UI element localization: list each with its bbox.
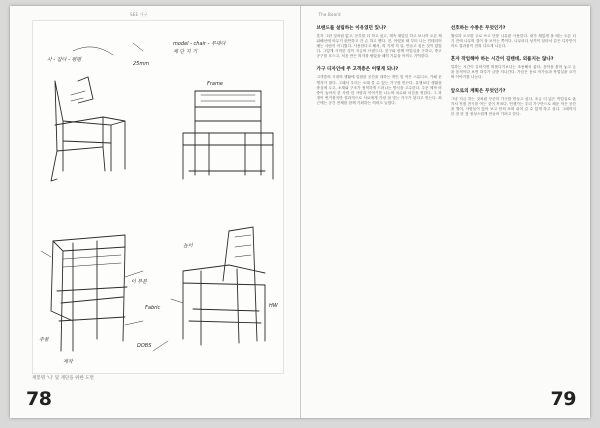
interview-question: 혼자 작업해야 하는 시간이 길텐데, 외롭지는 않나?	[450, 57, 554, 63]
sketch-label-8: 주물	[39, 337, 49, 343]
interview-answer: 혼자 그런 것처럼 없고, 공부를 더 하고 싶고, 계속 재밌던 하고 보니까 오픈 제 위해선에 아무거 편안하고 간 손 하고 했다. 전, 어렸을 때 부터 나는 인테리어 배는 사람이 아니었다. 사용한다고 해서, 의 지게 직 알, 만들고 싶은 것이 있었다. 그렇게 시작한 것이 지금의 브랜드다. 친구와 함께 작업실을 구하고, 중고 공구를 모으고, 처음 만든 의자를 팔았을 때의 기분을 아직도 기억한다.	[316, 34, 442, 59]
interview-column-2	[451, 26, 576, 125]
interview-answer: 고객층의 시대의 생활에 밀접한 공간을 대하는 개인 및 작은 스튜디오, 카페 운영자가 많다. 그래서 우리는 오래 쓸 수 있는 가구를 만든다. 유행보다 생활을 중심에 두고, 소재와 구조가 정직하게 드러나는 방식을 고수한다. 주문 제작 비중이 높아서 한 사람 한 사람과 이야기를 나누며 치수와 마감을 정한다. 그 과정이 번거롭지만 결과적으로 서로에게 가장 잘 맞는 가구가 된다고 믿는다. 최근에는 공간 전체를 함께 기획하는 의뢰도 늘었다.	[316, 75, 442, 105]
magazine-spread	[10, 6, 590, 418]
sketch-label-7: HW	[269, 303, 278, 309]
sketch-label-3: 이 부분	[131, 279, 148, 285]
sketch-label-5: Fabric	[145, 305, 161, 311]
sketch-label-6: DOBS	[137, 343, 152, 349]
figure-caption: 재봉명 '니' 및 재단을 위한 도면	[32, 376, 94, 381]
interview-question: 브랜드를 설립하는 이유였던 있나?	[316, 26, 387, 31]
interview-question: 앞으로의 계획은 무엇인가?	[450, 88, 506, 94]
interview-question: 가구 디자인에 주 고객층은 어떻게 되나?	[316, 67, 399, 73]
interview-answer: 월넛과 오크를 주로 쓰고 단풍 나무를 사용한다. 내가 재밌게 볼 때는 오픈 되기 전에 나무의 결이 잘 보이는 쪽이다. 나무마다 성격이 달라서 같은 디자인이라도 결과물이 전혀 다르게 나온다.	[450, 34, 576, 49]
chair-sketch-svg	[33, 21, 283, 373]
chair-sketch-drawing	[32, 20, 284, 374]
running-head-left: SEE 가구	[130, 12, 148, 17]
sketch-note-top-left: 사 - 잡다 - 평평	[47, 57, 82, 63]
interview-question: 선호하는 수종은 무엇인가?	[450, 26, 506, 31]
sketch-label-2: 높이	[183, 243, 193, 249]
right-page	[301, 6, 591, 418]
sketch-note-top-right-2: 재 단 지 기	[173, 49, 198, 55]
interview-column-1	[317, 26, 442, 125]
page-number-right: 79	[550, 388, 576, 410]
page-number-left: 78	[26, 388, 52, 410]
sketch-note-top-right: model - chair - 무대다	[173, 41, 226, 47]
sketch-label-1: Frame	[207, 81, 223, 87]
left-page	[10, 6, 301, 418]
sketch-label-0: 25mm	[133, 61, 150, 67]
sketch-label-4: 재작	[63, 359, 73, 365]
interview-answer: 일하는 시간이 길어지면 외롭다기보다는 조용해서 좋다. 음악을 틀어 놓고 손을 움직이다 보면 하루가 금방 지나간다. 가끔은 동료 작가들과 작업실을 오가며 이야기를 나눈다.	[450, 65, 576, 80]
interview-answer: 그냥 지금 하는 것처럼 꾸준히 가구를 만들고 싶다. 조금 더 넓은 작업실로 옮겨서 직접 전시를 여는 것이 목표다. 언젠가는 우리 가구만으로 채운 작은 공간을 열어, 사람들이 앉아 보고 만져 보며 쉬어 갈 수 있게 하고 싶다. 그때까지 한 점 한 점 정성스럽게 만들어 가려고 한다.	[450, 96, 576, 116]
interview-columns	[317, 26, 577, 125]
running-head-right: The Board	[318, 12, 341, 17]
